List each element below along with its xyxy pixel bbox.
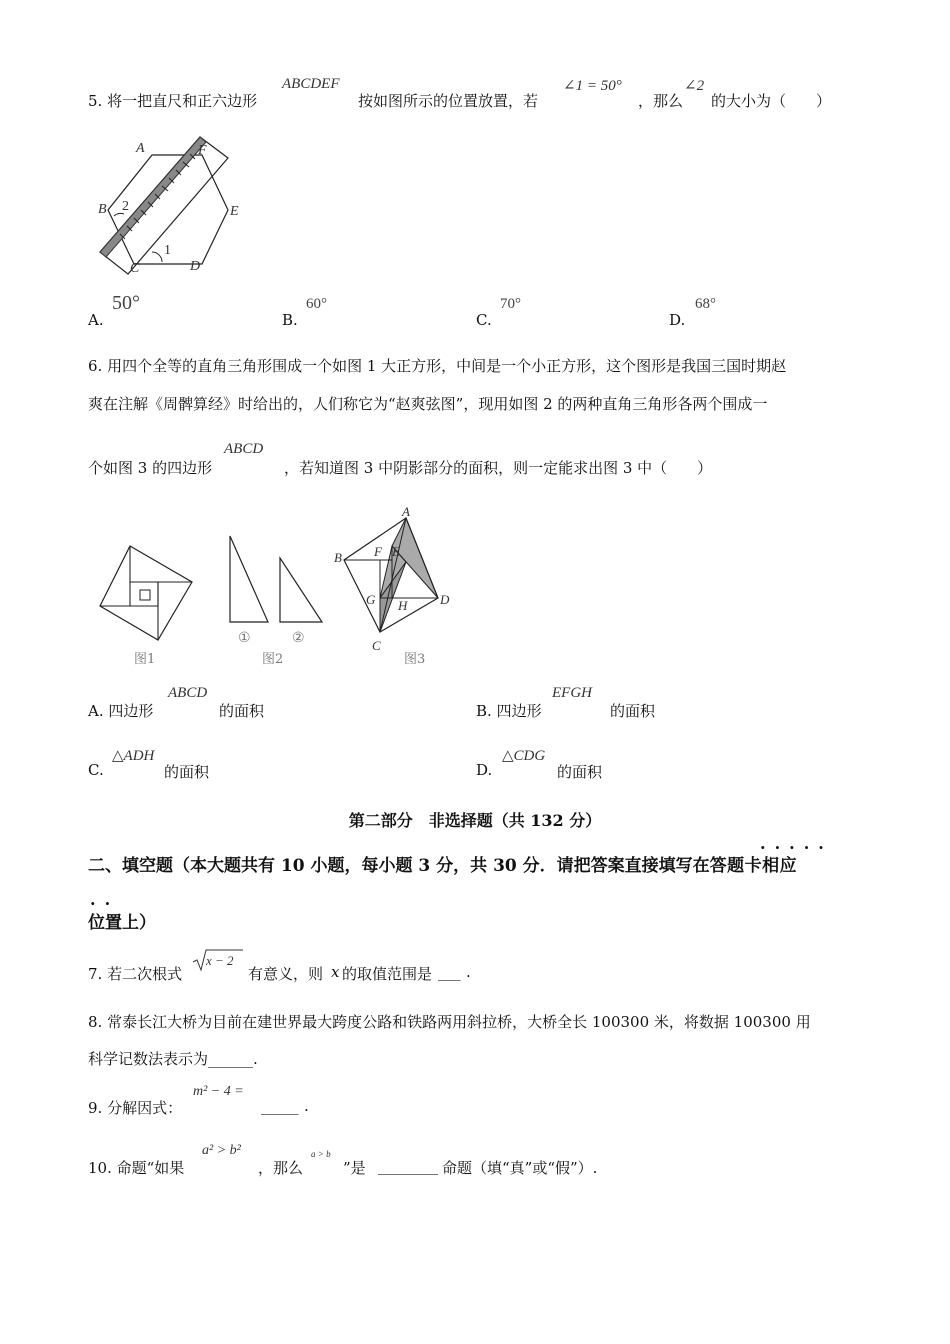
fig3-label-D: D: [440, 592, 450, 607]
q6-fig1-caption: 图1: [134, 652, 156, 667]
part2-heading: 第二部分 非选择题（共 132 分）: [348, 811, 602, 830]
fig3-label-B: B: [334, 550, 342, 565]
q9-math: m² − 4 =: [193, 1084, 244, 1099]
fig5-label-D: D: [190, 259, 201, 274]
q10-number: 10.: [88, 1159, 112, 1177]
q6-line1: [88, 355, 786, 376]
q5-math-angle1: ∠1 = 50°: [563, 78, 622, 94]
q6-option-a-post: 的面积: [219, 702, 265, 720]
q5-number: 5.: [88, 92, 103, 110]
fig3-label-F: F: [374, 544, 382, 559]
section2-emph2: 位置: [88, 913, 122, 933]
q5-text-a: 将一把直尺和正六边形: [107, 92, 258, 110]
fig3-label-H: H: [398, 598, 408, 613]
q6-figure1: [96, 542, 196, 642]
q7-number: 7.: [88, 965, 103, 983]
q6-option-b-pre: 四边形: [496, 702, 542, 720]
fig3-label-G: G: [366, 592, 376, 607]
section2-end: 上）: [122, 913, 156, 933]
q7-text-b: 有意义，则: [248, 965, 324, 983]
q10-answer-blank[interactable]: ________: [378, 1157, 438, 1175]
q7-end: .: [466, 963, 471, 981]
q5-option-c-letter: C.: [476, 311, 492, 329]
q6-option-c-letter: C.: [88, 761, 104, 779]
q10-text-b: ，那么: [258, 1159, 304, 1177]
q5-option-a-letter: A.: [88, 311, 104, 329]
q6-fig3-caption: 图3: [404, 652, 426, 667]
q7-text-c: 的取值范围是: [342, 965, 433, 983]
fig5-label-C: C: [130, 261, 140, 276]
q5-option-a-value: 50°: [112, 292, 140, 314]
q5-option-d-letter: D.: [669, 311, 686, 329]
q6-option-a-letter: A.: [88, 702, 104, 720]
q5-text-b: 按如图所示的位置放置，若: [358, 92, 539, 110]
emphasis-dots-1: ·····: [760, 838, 833, 857]
q10-math1: a² > b²: [202, 1143, 241, 1158]
q6-line3-a: 个如图 3 的四边形: [88, 459, 213, 477]
q6-option-a-math: ABCD: [168, 685, 208, 701]
q8-line1: [88, 1011, 811, 1032]
fig3-label-A: A: [402, 504, 410, 519]
section2-text: 二、填空题（本大题共有 10 小题，每小题 3 分，共 30 分．请把答案直接填写在: [88, 856, 710, 876]
fig2-triangle-1: [230, 536, 268, 622]
q6-option-b-post: 的面积: [610, 702, 656, 720]
fig5-label-2: 2: [122, 199, 129, 214]
q5-text-d: 的大小为（ ）: [711, 92, 832, 110]
q7-math-radicand: x − 2: [206, 953, 234, 968]
q9-text: 分解因式：: [107, 1099, 183, 1117]
q10-text-c: ”是: [343, 1159, 366, 1177]
q8-end: .: [253, 1050, 258, 1068]
q6-number: 6.: [88, 357, 103, 375]
q5-math-angle2: ∠2: [684, 78, 705, 94]
q5-math-hexagon: ABCDEF: [282, 76, 340, 92]
q8-answer-blank[interactable]: ______: [208, 1050, 254, 1068]
q6-line2: 爽在注解《周髀算经》时给出的，人们称它为“赵爽弦图”，现用如图 2 的两种直角三角形各两个围成一: [88, 395, 768, 413]
q6-fig2-mark1: ①: [238, 630, 251, 646]
q6-fig2-mark2: ②: [292, 630, 305, 646]
q10-text-a: 命题“如果: [116, 1159, 185, 1177]
q6-fig2-caption: 图2: [262, 652, 284, 667]
q8-number: 8.: [88, 1013, 103, 1031]
q6-option-d-letter: D.: [476, 761, 493, 779]
q8-line1-text: 常泰长江大桥为目前在建世界最大跨度公路和铁路两用斜拉桥，大桥全长 100300 米，将数据 100300 用: [107, 1013, 811, 1031]
fig3-label-C: C: [372, 638, 381, 652]
q7-var-x: x: [331, 963, 340, 981]
q8-line2-text: 科学记数法表示为: [88, 1050, 209, 1068]
section2-emph1: 答题卡相应: [709, 856, 798, 876]
q6-option-a-pre: 四边形: [108, 702, 154, 720]
q6-line1-text: 用四个全等的直角三角形围成一个如图 1 大正方形，中间是一个小正方形，这个图形是我国三国时期赵: [107, 357, 787, 375]
q6-option-b: [476, 700, 542, 721]
fig5-label-1: 1: [164, 243, 171, 258]
q7-text-a: 若二次根式: [107, 965, 183, 983]
q6-option-d-math: △CDG: [502, 748, 546, 764]
q5-stem: [88, 90, 257, 111]
q9-answer-blank[interactable]: _____: [261, 1097, 299, 1115]
q5-text-c: ，那么: [638, 92, 684, 110]
q5-option-c-value: 70°: [500, 296, 521, 312]
fig5-label-F: F: [198, 143, 207, 158]
q7: [88, 963, 182, 984]
q5-option-b-letter: B.: [282, 311, 298, 329]
q6-option-b-letter: B.: [476, 702, 492, 720]
fig1-outer-square: [100, 546, 192, 640]
q6-option-c-post: 的面积: [164, 763, 210, 781]
fig5-label-A: A: [136, 141, 145, 156]
q6-option-a: [88, 700, 153, 721]
q5-option-d-value: 68°: [695, 296, 716, 312]
q9: [88, 1097, 182, 1118]
q10-text-d: 命题（填“真”或“假”）.: [442, 1159, 598, 1177]
q9-end: .: [304, 1097, 309, 1115]
q6-figure3: [330, 504, 460, 652]
q6-option-c-math: △ADH: [112, 748, 155, 764]
fig5-label-B: B: [98, 202, 107, 217]
fig5-label-E: E: [230, 204, 239, 219]
q6-line3-b: ，若知道图 3 中阴影部分的面积，则一定能求出图 3 中（ ）: [284, 459, 713, 477]
q9-number: 9.: [88, 1099, 103, 1117]
q7-answer-blank[interactable]: ___: [438, 963, 461, 981]
emphasis-dots-2: ··: [90, 894, 120, 913]
q10: [88, 1157, 184, 1178]
q5-option-b-value: 60°: [306, 296, 327, 312]
q6-option-b-math: EFGH: [552, 685, 592, 701]
fig2-triangle-2: [280, 558, 322, 622]
q6-math-abcd: ABCD: [224, 441, 264, 457]
section2-heading-line1: [88, 851, 797, 876]
fig3-label-E: E: [392, 544, 400, 559]
angle1-arc: [152, 252, 162, 262]
q6-option-d-post: 的面积: [557, 763, 603, 781]
q8-line2: [88, 1048, 258, 1069]
q5-figure: [90, 128, 260, 288]
q6-figure2: [222, 532, 327, 628]
q10-math2: a > b: [311, 1149, 331, 1159]
